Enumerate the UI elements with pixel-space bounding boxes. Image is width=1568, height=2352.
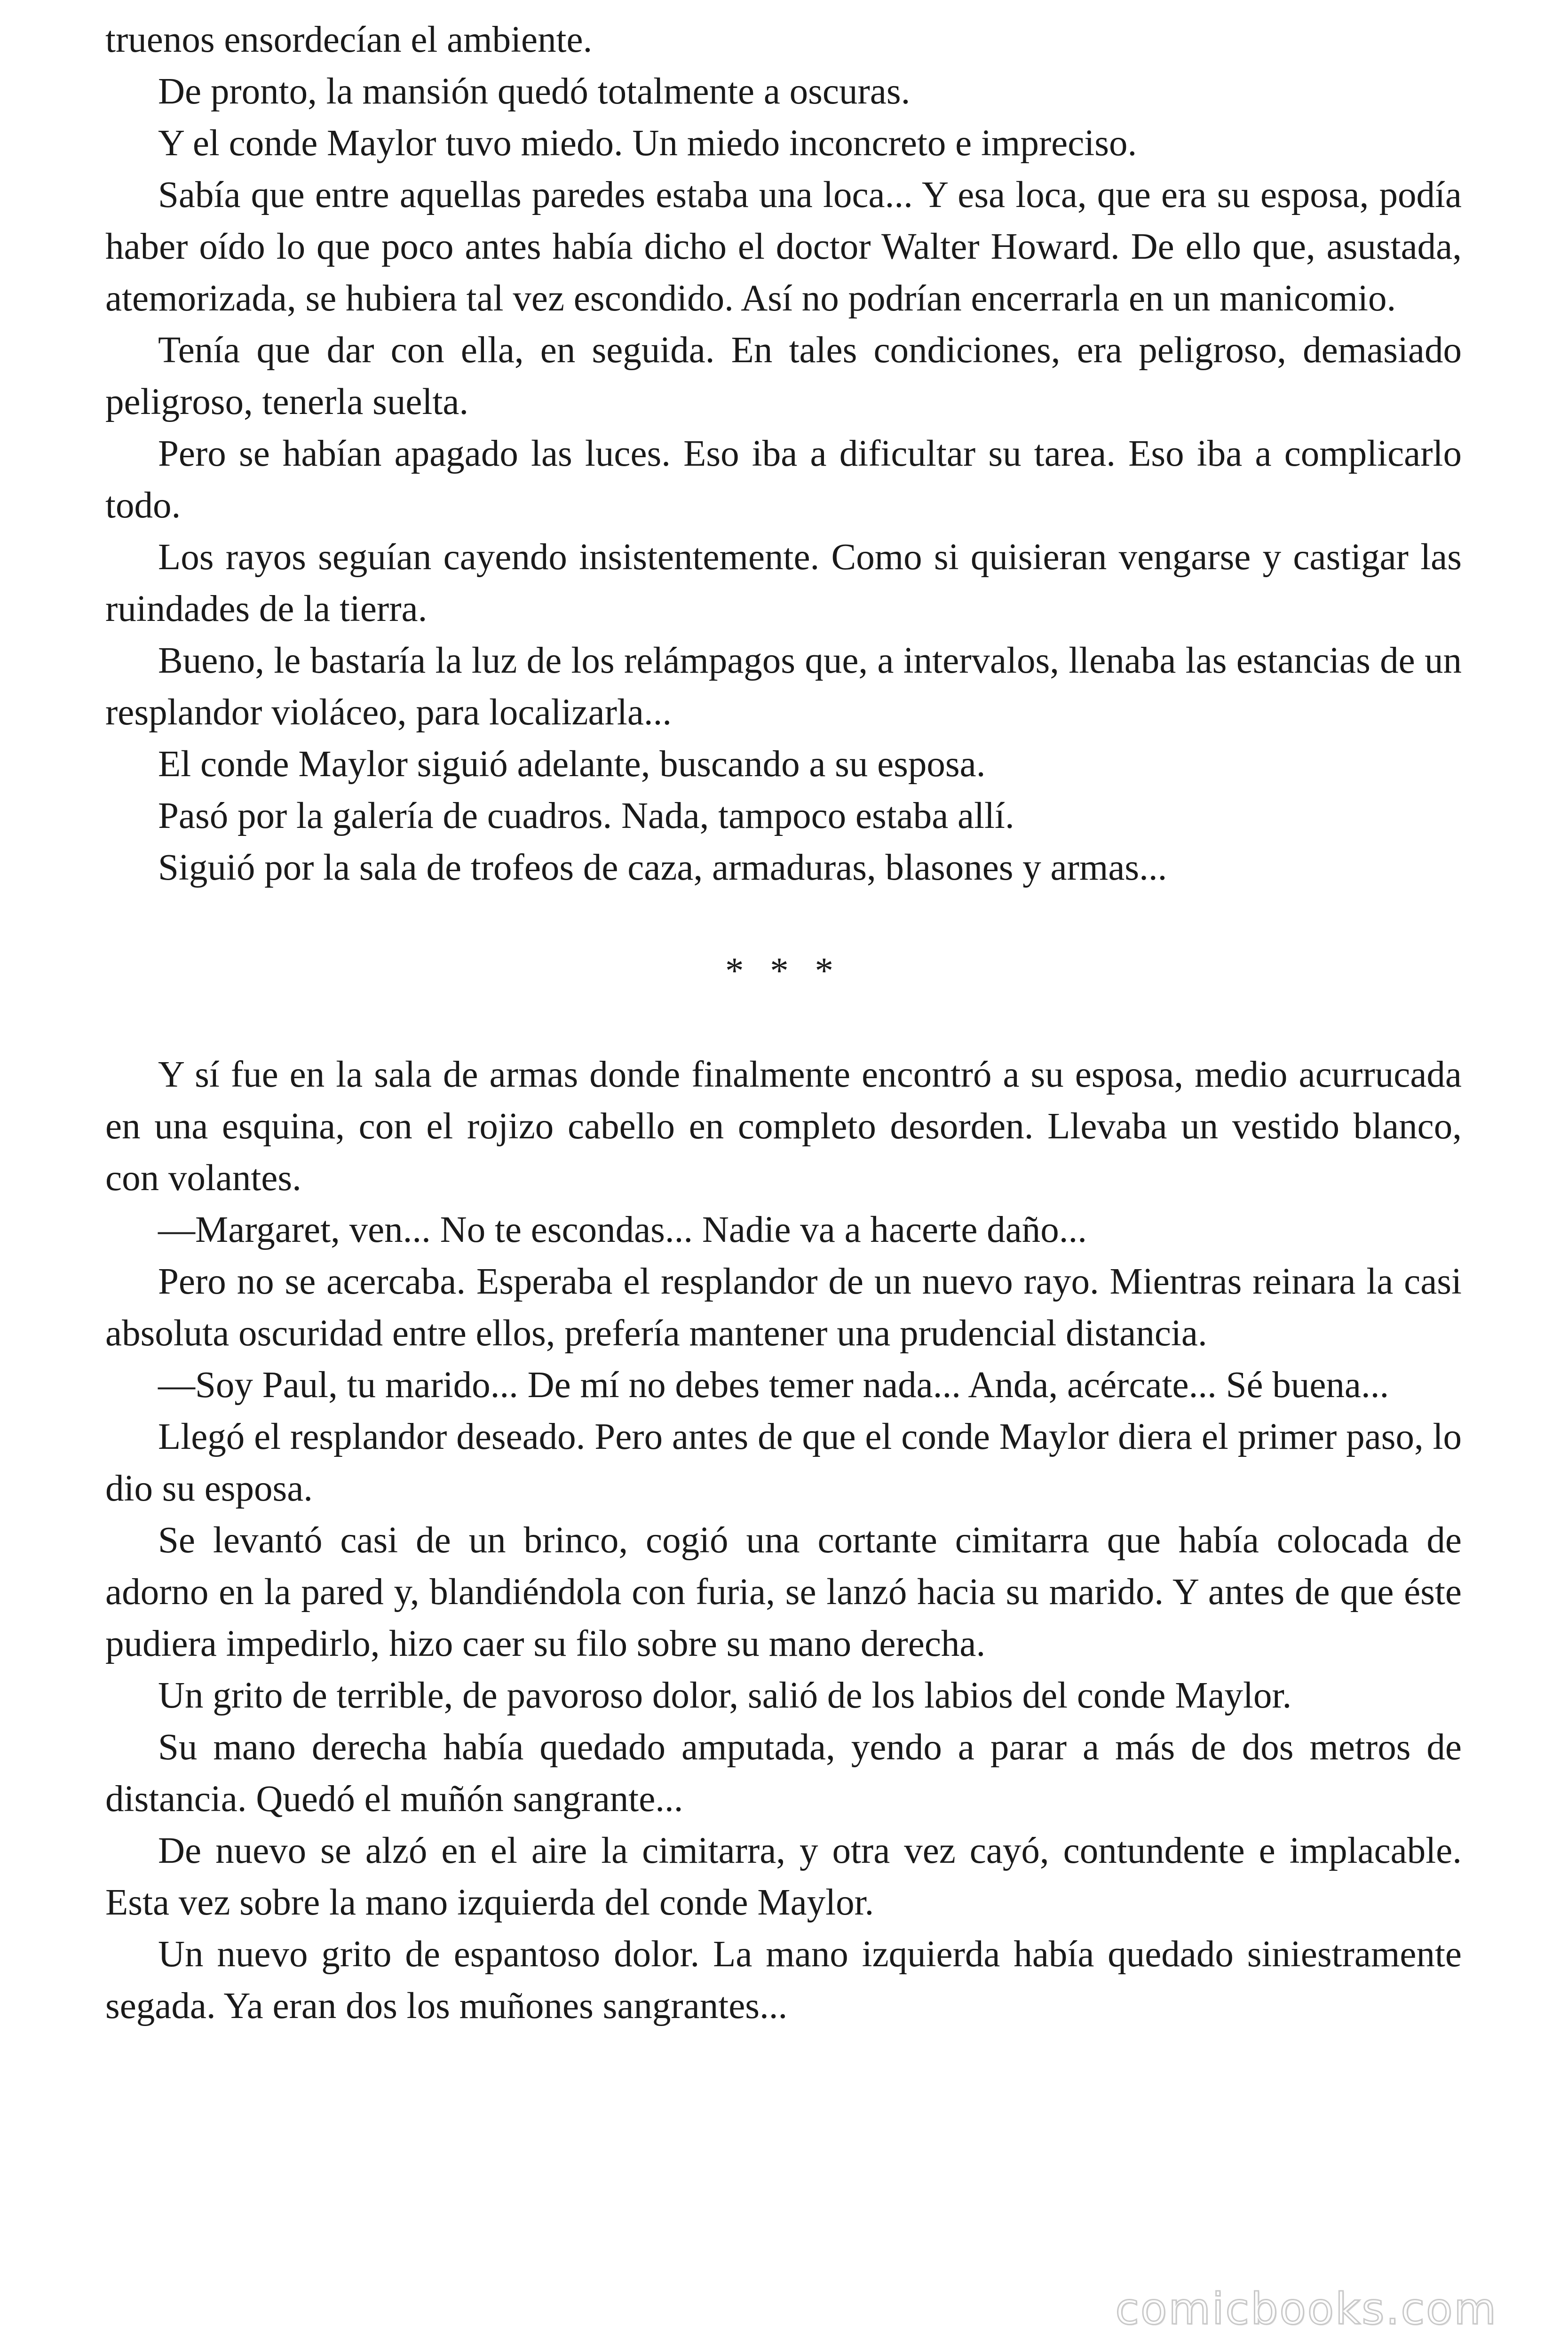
section-break: * * *: [725, 951, 842, 992]
paragraph: Su mano derecha había quedado amputada, yendo a parar a más de dos metros de distancia. Quedó el muñón sangrante...: [105, 1727, 1462, 1820]
paragraph: De nuevo se alzó en el aire la cimitarra, y otra vez cayó, contundente e implacable. Esta vez sobre la mano izquierda del conde Maylor.: [105, 1830, 1462, 1923]
paragraph: El conde Maylor siguió adelante, buscando a su esposa.: [158, 744, 986, 785]
paragraph: De pronto, la mansión quedó totalmente a oscuras.: [158, 71, 911, 112]
paragraph: Llegó el resplandor deseado. Pero antes de que el conde Maylor diera el primer paso, lo dio su esposa.: [105, 1416, 1462, 1509]
dialogue-paragraph: —Margaret, ven... No te escondas... Nadie va a hacerte daño...: [158, 1209, 1087, 1250]
paragraph: Y sí fue en la sala de armas donde finalmente encontró a su esposa, medio acurrucada en una esquina, con el rojizo cabello en completo desorden. Llevaba un vestido blanco, con volantes.: [105, 1054, 1462, 1199]
paragraph: Sabía que entre aquellas paredes estaba una loca... Y esa loca, que era su esposa, podía haber oído lo que poco antes había dicho el doctor Walter Howard. De ello que, asustada, atemorizada, se hubiera tal vez escondido. Así no podrían encerrarla en un manicomio.: [105, 175, 1462, 319]
paragraph: Pero se habían apagado las luces. Eso iba a dificultar su tarea. Eso iba a complicarlo todo.: [105, 433, 1462, 526]
dialogue-paragraph: —Soy Paul, tu marido... De mí no debes temer nada... Anda, acércate... Sé buena...: [158, 1365, 1389, 1406]
paragraph: Un nuevo grito de espantoso dolor. La mano izquierda había quedado siniestramente segada. Ya eran dos los muñones sangrantes...: [105, 1934, 1462, 2026]
paragraph-continuation: truenos ensordecían el ambiente.: [105, 19, 593, 60]
paragraph: Siguió por la sala de trofeos de caza, armaduras, blasones y armas...: [158, 847, 1167, 888]
watermark-logo: comicbooks.com: [1115, 2284, 1497, 2334]
paragraph: Se levantó casi de un brinco, cogió una cortante cimitarra que había colocada de adorno en la pared y, blandiéndola con furia, se lanzó hacia su marido. Y antes de que éste pudiera impedirlo, hizo caer su filo sobre su mano derecha.: [105, 1520, 1462, 1664]
paragraph: Los rayos seguían cayendo insistentemente. Como si quisieran vengarse y castigar las ruindades de la tierra.: [105, 537, 1462, 629]
page-text: [105, 14, 1462, 2032]
paragraph: Un grito de terrible, de pavoroso dolor, salió de los labios del conde Maylor.: [158, 1675, 1292, 1716]
paragraph: Pasó por la galería de cuadros. Nada, tampoco estaba allí.: [158, 795, 1014, 836]
paragraph: Tenía que dar con ella, en seguida. En tales condiciones, era peligroso, demasiado peligroso, tenerla suelta.: [105, 330, 1462, 422]
paragraph: Bueno, le bastaría la luz de los relámpagos que, a intervalos, llenaba las estancias de un resplandor violáceo, para localizarla...: [105, 640, 1462, 733]
paragraph: Y el conde Maylor tuvo miedo. Un miedo inconcreto e impreciso.: [158, 123, 1137, 164]
paragraph: Pero no se acercaba. Esperaba el resplandor de un nuevo rayo. Mientras reinara la casi absoluta oscuridad entre ellos, prefería mantener una prudencial distancia.: [105, 1261, 1462, 1354]
